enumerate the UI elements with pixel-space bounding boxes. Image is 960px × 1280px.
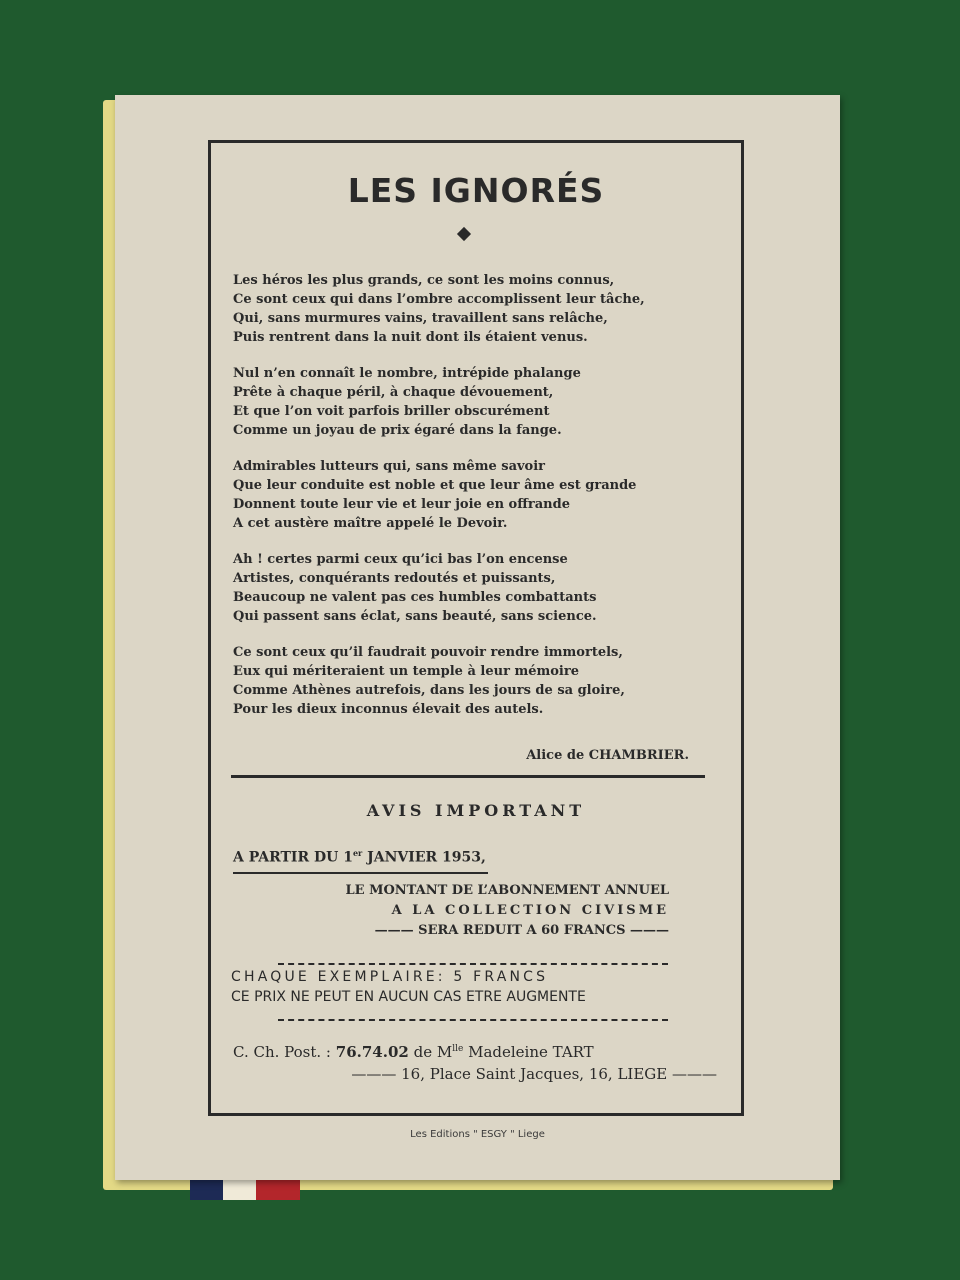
date-ordinal: er (352, 848, 363, 858)
notice-terms (233, 881, 669, 941)
terms-line: A LA COLLECTION CIVISME (391, 903, 669, 918)
poem-line: Pour les dieux inconnus élevait des autels. (233, 702, 544, 717)
poem-line: Beaucoup ne valent pas ces humbles combattants (233, 590, 597, 605)
poem-line: Et que l’on voit parfois briller obscurément (233, 404, 550, 419)
poem-line: Admirables lutteurs qui, sans même savoir (233, 459, 546, 474)
poem-line: Comme Athènes autrefois, dans les jours de sa gloire, (233, 683, 625, 698)
date-suffix: JANVIER 1953, (362, 849, 486, 866)
dashed-divider (278, 1019, 668, 1021)
poem-line: Prête à chaque péril, à chaque dévouement, (233, 385, 554, 400)
postal-holder-name: Madeleine TART (463, 1043, 594, 1061)
notice-title: AVIS IMPORTANT (366, 801, 586, 820)
poem-line: Comme un joyau de prix égaré dans la fange. (233, 423, 562, 438)
price-line: CHAQUE EXEMPLAIRE: 5 FRANCS (231, 969, 549, 985)
page-title: LES IGNORÉS (347, 171, 605, 210)
poem-stanza (233, 364, 713, 440)
date-prefix: A PARTIR DU 1 (233, 849, 353, 866)
poem-line: Ah ! certes parmi ceux qu’ici bas l’on encense (233, 552, 568, 567)
postal-de: de M (408, 1043, 453, 1061)
poem-line: Qui passent sans éclat, sans beauté, sans science. (233, 609, 597, 624)
poem-stanza (233, 457, 713, 533)
poem (233, 271, 713, 736)
dashed-divider (278, 963, 668, 965)
poem-line: Artistes, conquérants redoutés et puissants, (233, 571, 556, 586)
terms-line: LE MONTANT DE L’ABONNEMENT ANNUEL (345, 883, 669, 898)
publisher-footer: Les Editions " ESGY " Liege (410, 1129, 545, 1140)
poem-line: Les héros les plus grands, ce sont les moins connus, (233, 273, 615, 288)
poem-line: Eux qui mériteraient un temple à leur mémoire (233, 664, 579, 679)
poem-stanza (233, 643, 713, 719)
content-frame (208, 140, 744, 1116)
terms-line: ——— SERA REDUIT A 60 FRANCS ——— (374, 923, 669, 938)
postal-prefix: C. Ch. Post. : (233, 1043, 336, 1061)
notice-effective-date (233, 848, 486, 866)
poem-line: Qui, sans murmures vains, travaillent sans relâche, (233, 311, 608, 326)
postal-account-number: 76.74.02 (335, 1043, 409, 1061)
date-underline (233, 872, 488, 874)
poem-line: Ce sont ceux qu’il faudrait pouvoir rendre immortels, (233, 645, 623, 660)
page (115, 95, 840, 1180)
section-divider (231, 775, 705, 778)
poem-stanza (233, 550, 713, 626)
poem-line: Que leur conduite est noble et que leur âme est grande (233, 478, 637, 493)
poem-line: Nul n’en connaît le nombre, intrépide phalange (233, 366, 581, 381)
postal-address: ——— 16, Place Saint Jacques, 16, LIEGE ——— (351, 1065, 717, 1083)
poem-author: Alice de CHAMBRIER. (526, 748, 689, 763)
price-line: CE PRIX NE PEUT EN AUCUN CAS ETRE AUGMENTE (231, 989, 586, 1005)
price-notice (231, 967, 717, 1007)
poem-line: Ce sont ceux qui dans l’ombre accomplissent leur tâche, (233, 292, 645, 307)
diamond-ornament-icon (457, 227, 471, 241)
poem-line: Donnent toute leur vie et leur joie en offrande (233, 497, 570, 512)
postal-account (233, 1038, 717, 1085)
poem-line: Puis rentrent dans la nuit dont ils étaient venus. (233, 330, 588, 345)
poem-stanza (233, 271, 713, 347)
poem-line: A cet austère maître appelé le Devoir. (233, 516, 508, 531)
postal-account-line (233, 1038, 717, 1063)
postal-title-sup: lle (452, 1044, 464, 1054)
